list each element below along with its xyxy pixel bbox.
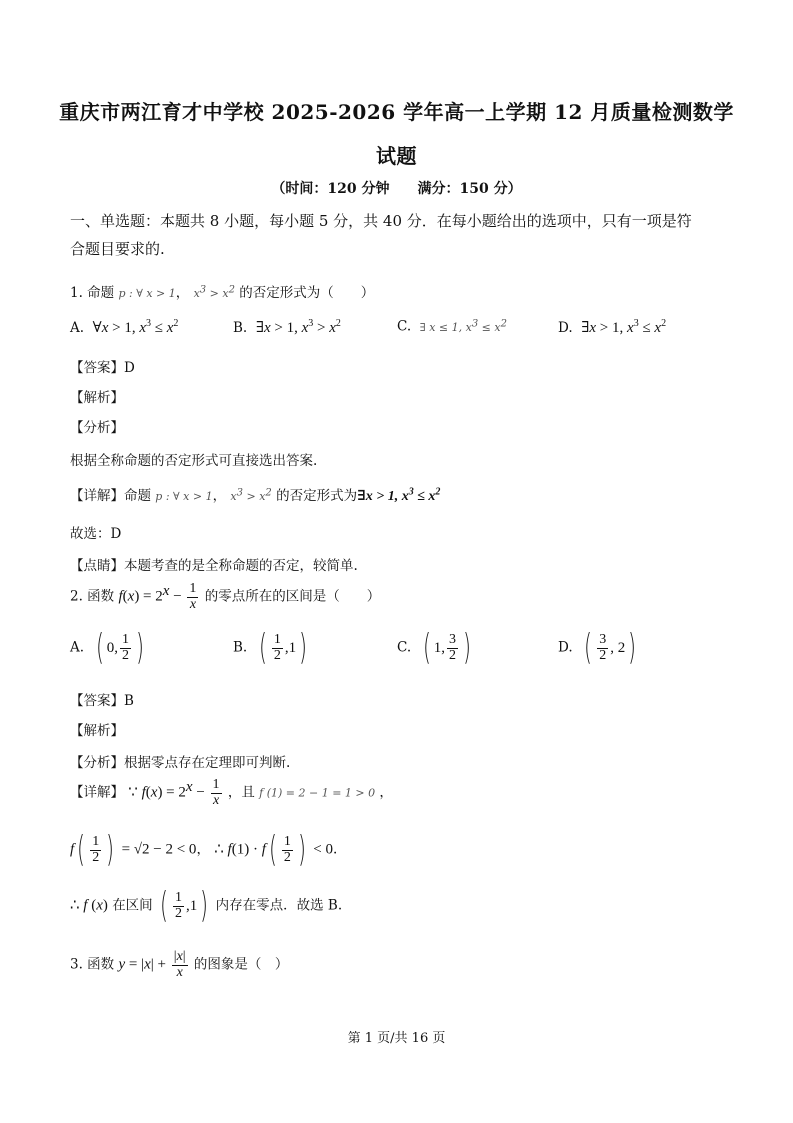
q1-proposition: p : ∀ x > 1: [118, 287, 176, 300]
question-1: 1. 命题 p : ∀ x > 1， $x^3 > x^2$ 的否定形式为（ ）: [70, 284, 375, 301]
q2-option-d: D. ( $\frac{3}{2}$ , 2 ): [558, 627, 637, 668]
q2-analysis-tag: 【解析】: [70, 723, 124, 739]
q1-answer: 【答案】D: [70, 360, 135, 376]
q2-option-c: C. ( 1, $\frac{3}{2}$ ): [397, 627, 471, 668]
q2-option-b: B. ( $\frac{1}{2}$ ,1 ): [233, 627, 307, 668]
q2-detail: 【详解】 ∵ $f(x) = 2^x$ − $\frac{1}{x}$ ，且 f (1) = 2 − 1 = 1 > 0 ，: [70, 777, 393, 808]
q1-option-d: D. ∃x > 1, $x^3 \le x^2$: [558, 318, 667, 336]
question-2: 2. 函数 $f(x) = 2^x$ − $\frac{1}{x}$ 的零点所在的区间是（ ）: [70, 581, 381, 612]
q2-fenxi: 【分析】根据零点存在定理即可判断.: [70, 755, 291, 771]
q1-detail: 【详解】命题 p : ∀ x > 1， $x^3 > x^2$ 的否定形式为∃x > 1, $x^3 \le x^2$: [70, 486, 441, 504]
question-1-suffix: 的否定形式为（ ）: [239, 285, 375, 301]
q2-option-a: A. ( 0, $\frac{1}{2}$ ): [70, 627, 144, 668]
q1-fenxi-tag: 【分析】: [70, 420, 124, 436]
document-title-line2: 试题: [376, 144, 417, 168]
q1-fenxi-text: 根据全称命题的否定形式可直接选出答案.: [70, 453, 318, 469]
q2-answer: 【答案】B: [70, 693, 134, 709]
q1-analysis-tag: 【解析】: [70, 390, 124, 406]
q1-option-c: C. ∃ x ≤ 1, $x^3 \le x^2$: [397, 318, 507, 335]
q1-conclusion: 故选：D: [70, 526, 122, 542]
q1-inequality: $x^3 > x^2$: [193, 284, 235, 300]
page-footer: 第 1 页/共 16 页: [347, 1031, 446, 1046]
q2-detail-line2: f ( $\frac{1}{2}$ ) = √2 − 2 < 0， ∴ f(1) · f ( $\frac{1}{2}$ ) < 0.: [70, 829, 338, 870]
question-1-prefix: 1. 命题: [70, 285, 115, 301]
section-heading-line2: 合题目要求的.: [70, 240, 165, 258]
section-heading-line1: 一、单选题：本题共 8 小题，每小题 5 分，共 40 分．在每小题给出的选项中，只有一项是符: [70, 212, 692, 230]
q2-conclusion: ∴ f (x) 在区间 ( $\frac{1}{2}$ ,1 ) 内存在零点．故选 B.: [70, 885, 343, 926]
question-3: 3. 函数 y = |x| + $\frac{|x|}{x}$ 的图象是（ ）: [70, 949, 289, 980]
document-title-line1: 重庆市两江育才中学校 2025-2026 学年高一上学期 12 月质量检测数学: [59, 100, 734, 124]
q1-comment: 【点睛】本题考查的是全称命题的否定，较简单.: [70, 558, 358, 574]
q1-option-a: A. ∀x > 1, $x^3 \le x^2$: [70, 318, 179, 336]
exam-info: （时间：120 分钟 满分：150 分）: [271, 181, 522, 197]
q1-option-b: B. ∃x > 1, $x^3 > x^2$: [233, 318, 341, 336]
